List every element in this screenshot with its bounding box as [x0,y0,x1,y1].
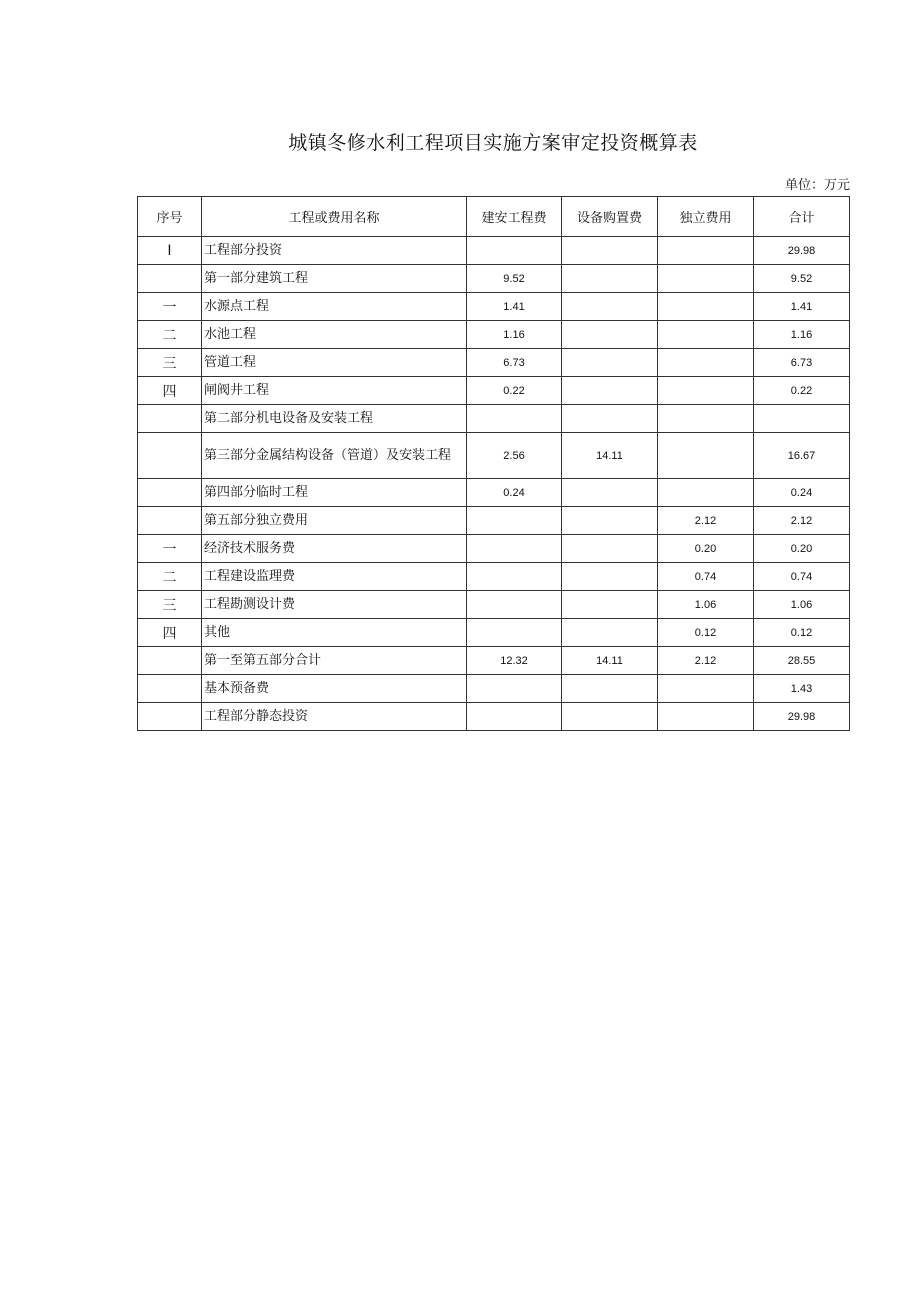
cell-item-name: 闸阀井工程 [202,377,467,405]
cell-independent-cost [658,703,754,731]
cell-independent-cost [658,349,754,377]
cell-equipment-cost [562,591,658,619]
cell-total: 9.52 [754,265,850,293]
cell-equipment-cost: 14.11 [562,433,658,479]
cell-independent-cost [658,675,754,703]
cell-equipment-cost [562,349,658,377]
cell-construction-cost [467,237,562,265]
cell-total: 28.55 [754,647,850,675]
cell-total: 0.22 [754,377,850,405]
cell-equipment-cost [562,675,658,703]
cell-independent-cost [658,405,754,433]
cell-independent-cost [658,377,754,405]
cell-item-name: 工程部分静态投资 [202,703,467,731]
cell-construction-cost: 6.73 [467,349,562,377]
cell-independent-cost: 0.74 [658,563,754,591]
header-equipment-cost: 设备购置费 [562,197,658,237]
cell-independent-cost [658,293,754,321]
cell-item-name: 工程勘测设计费 [202,591,467,619]
cell-total [754,405,850,433]
table-row [138,619,850,647]
cell-index: 三 [138,591,202,619]
cell-item-name: 第四部分临时工程 [202,479,467,507]
cell-construction-cost [467,675,562,703]
header-independent-cost: 独立费用 [658,197,754,237]
table-row [138,703,850,731]
cell-index [138,405,202,433]
cell-item-name: 第一至第五部分合计 [202,647,467,675]
table-row [138,405,850,433]
cell-index: 一 [138,535,202,563]
cell-construction-cost [467,563,562,591]
cell-construction-cost: 12.32 [467,647,562,675]
cell-item-name: 经济技术服务费 [202,535,467,563]
cell-total: 29.98 [754,237,850,265]
cell-index: 四 [138,377,202,405]
cell-equipment-cost: 14.11 [562,647,658,675]
cell-construction-cost [467,591,562,619]
cell-total: 2.12 [754,507,850,535]
table-row [138,563,850,591]
header-index: 序号 [138,197,202,237]
cell-construction-cost: 9.52 [467,265,562,293]
cell-total: 29.98 [754,703,850,731]
cell-equipment-cost [562,293,658,321]
cell-total: 0.12 [754,619,850,647]
cell-independent-cost [658,237,754,265]
cell-independent-cost [658,321,754,349]
cell-total: 1.16 [754,321,850,349]
table-row [138,535,850,563]
header-total: 合计 [754,197,850,237]
table-row [138,349,850,377]
cell-index [138,647,202,675]
cell-independent-cost [658,265,754,293]
cell-independent-cost: 1.06 [658,591,754,619]
cell-equipment-cost [562,563,658,591]
cell-index: 二 [138,563,202,591]
cell-index: 四 [138,619,202,647]
cell-equipment-cost [562,619,658,647]
cell-index [138,675,202,703]
cell-item-name: 第五部分独立费用 [202,507,467,535]
cell-equipment-cost [562,377,658,405]
header-construction-cost: 建安工程费 [467,197,562,237]
cell-equipment-cost [562,237,658,265]
cell-equipment-cost [562,507,658,535]
cell-total: 1.41 [754,293,850,321]
cell-total: 6.73 [754,349,850,377]
cell-independent-cost [658,479,754,507]
cell-item-name: 第一部分建筑工程 [202,265,467,293]
cell-construction-cost [467,703,562,731]
cell-index: 二 [138,321,202,349]
cell-construction-cost [467,507,562,535]
unit-label: 单位：万元 [784,178,850,193]
cell-item-name: 第三部分金属结构设备（管道）及安装工程 [202,433,467,479]
cell-index [138,507,202,535]
table-row [138,265,850,293]
cell-index: Ⅰ [138,237,202,265]
cell-index: 一 [138,293,202,321]
cell-item-name: 工程建设监理费 [202,563,467,591]
header-item-name: 工程或费用名称 [202,197,467,237]
cell-construction-cost: 0.22 [467,377,562,405]
cell-construction-cost [467,535,562,563]
cell-item-name: 第二部分机电设备及安装工程 [202,405,467,433]
table-row [138,237,850,265]
table-row [138,647,850,675]
cell-index [138,703,202,731]
cell-equipment-cost [562,265,658,293]
table-row [138,507,850,535]
cell-equipment-cost [562,405,658,433]
cell-construction-cost: 0.24 [467,479,562,507]
cell-equipment-cost [562,703,658,731]
table-row [138,321,850,349]
cell-total: 0.74 [754,563,850,591]
cell-construction-cost: 1.41 [467,293,562,321]
cell-equipment-cost [562,535,658,563]
table-row [138,675,850,703]
cell-equipment-cost [562,321,658,349]
table-row [138,293,850,321]
cell-index [138,433,202,479]
table-header-row [138,197,850,237]
table-row [138,377,850,405]
cell-equipment-cost [562,479,658,507]
cell-index: 三 [138,349,202,377]
cell-total: 16.67 [754,433,850,479]
cell-index [138,479,202,507]
cell-total: 1.06 [754,591,850,619]
cell-construction-cost: 1.16 [467,321,562,349]
cell-independent-cost: 0.12 [658,619,754,647]
cell-item-name: 工程部分投资 [202,237,467,265]
cell-independent-cost [658,433,754,479]
cell-independent-cost: 0.20 [658,535,754,563]
cell-construction-cost [467,619,562,647]
table-row [138,433,850,479]
document-title: 城镇冬修水利工程项目实施方案审定投资概算表 [288,132,698,154]
cell-total: 0.20 [754,535,850,563]
cell-item-name: 水源点工程 [202,293,467,321]
cell-construction-cost: 2.56 [467,433,562,479]
table-row [138,591,850,619]
cell-independent-cost: 2.12 [658,507,754,535]
table-row [138,479,850,507]
cell-total: 0.24 [754,479,850,507]
cell-construction-cost [467,405,562,433]
cell-item-name: 水池工程 [202,321,467,349]
cell-item-name: 管道工程 [202,349,467,377]
investment-budget-table [137,196,850,731]
cell-index [138,265,202,293]
cell-item-name: 其他 [202,619,467,647]
cell-independent-cost: 2.12 [658,647,754,675]
cell-total: 1.43 [754,675,850,703]
cell-item-name: 基本预备费 [202,675,467,703]
